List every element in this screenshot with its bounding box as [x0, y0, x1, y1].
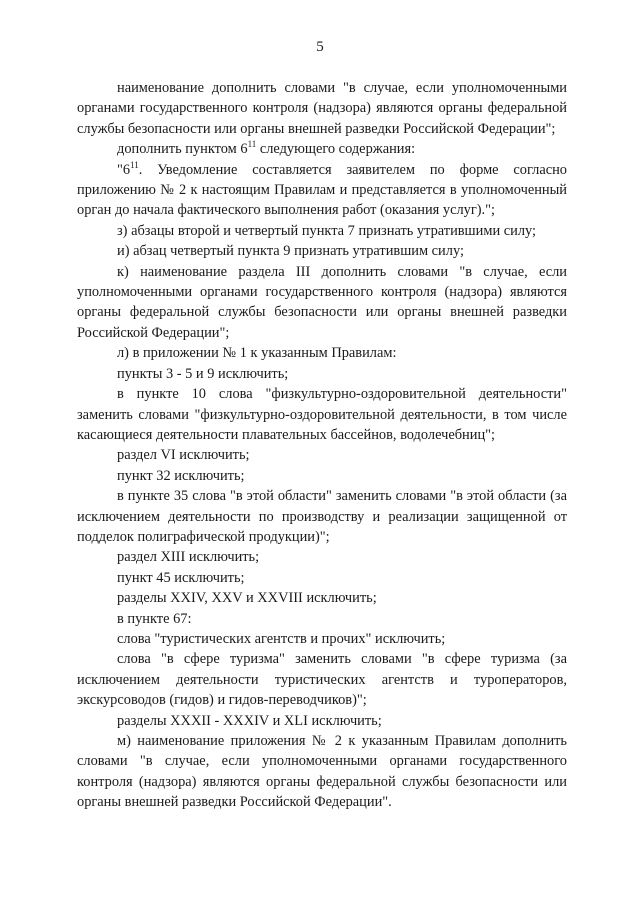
paragraph: раздел XIII исключить; [117, 549, 260, 566]
paragraph: в пункте 10 слова "физкультурно-оздоровительной деятельности" заменить словами "физкультурно-оздоровительной деятельности, в том числе касающиеся деятельности плавательных бассейнов, водолечебниц"; [77, 386, 567, 443]
paragraph: пункт 32 исключить; [117, 467, 245, 484]
paragraph-text-start: "6 [117, 161, 131, 178]
paragraph: разделы XXXII - XXXIV и XLI исключить; [117, 712, 382, 729]
paragraph-text-end: следующего содержания: [256, 141, 416, 158]
paragraph: разделы XXIV, XXV и XXVIII исключить; [117, 590, 377, 607]
paragraph: пункт 45 исключить; [117, 569, 245, 586]
paragraph: и) абзац четвертый пункта 9 признать утратившим силу; [117, 243, 464, 260]
superscript: 11 [130, 159, 139, 170]
paragraph: в пункте 67: [117, 610, 192, 627]
paragraph: з) абзацы второй и четвертый пункта 7 признать утратившими силу; [117, 222, 537, 239]
paragraph [77, 160, 567, 221]
paragraph-text-end: . Уведомление составляется заявителем по форме согласно приложению № 2 к настоящим Правилам и представляется в уполномоченный орган до начала фактического выполнения работ (оказания услуг)."; [77, 161, 567, 219]
paragraph-text-start: дополнить пунктом 6 [117, 141, 248, 158]
paragraph [77, 139, 567, 159]
paragraph: л) в приложении № 1 к указанным Правилам: [117, 345, 397, 362]
paragraph: наименование дополнить словами "в случае, если уполномоченными органами государственного контроля (надзора) являются органы федеральной службы безопасности или органы внешней разведки Российской Федерации"; [77, 80, 567, 137]
paragraph: слова "в сфере туризма" заменить словами "в сфере туризма (за исключением деятельности туристических агентств и туроператоров, экскурсоводов (гидов) и гидов-переводчиков)"; [77, 651, 567, 709]
paragraph: раздел VI исключить; [117, 447, 250, 464]
paragraph: к) наименование раздела III дополнить словами "в случае, если уполномоченными органами государственного контроля (надзора) являются органы федеральной службы безопасности или органы внешней разведки Российской Федерации"; [77, 263, 567, 341]
paragraph: в пункте 35 слова "в этой области" заменить словами "в этой области (за исключением деятельности по производству и реализации защищенной от подделок полиграфической продукции)"; [77, 488, 567, 545]
paragraph: м) наименование приложения № 2 к указанным Правилам дополнить словами "в случае, если уполномоченными органами государственного контроля (надзора) являются органы федеральной службы безопасности или органы внешней разведки Российской Федерации". [77, 733, 567, 811]
document-body [77, 78, 567, 813]
superscript: 11 [247, 139, 257, 150]
paragraph: слова "туристических агентств и прочих" исключить; [117, 630, 446, 647]
page-number: 5 [316, 39, 324, 55]
paragraph: пункты 3 - 5 и 9 исключить; [117, 365, 289, 382]
